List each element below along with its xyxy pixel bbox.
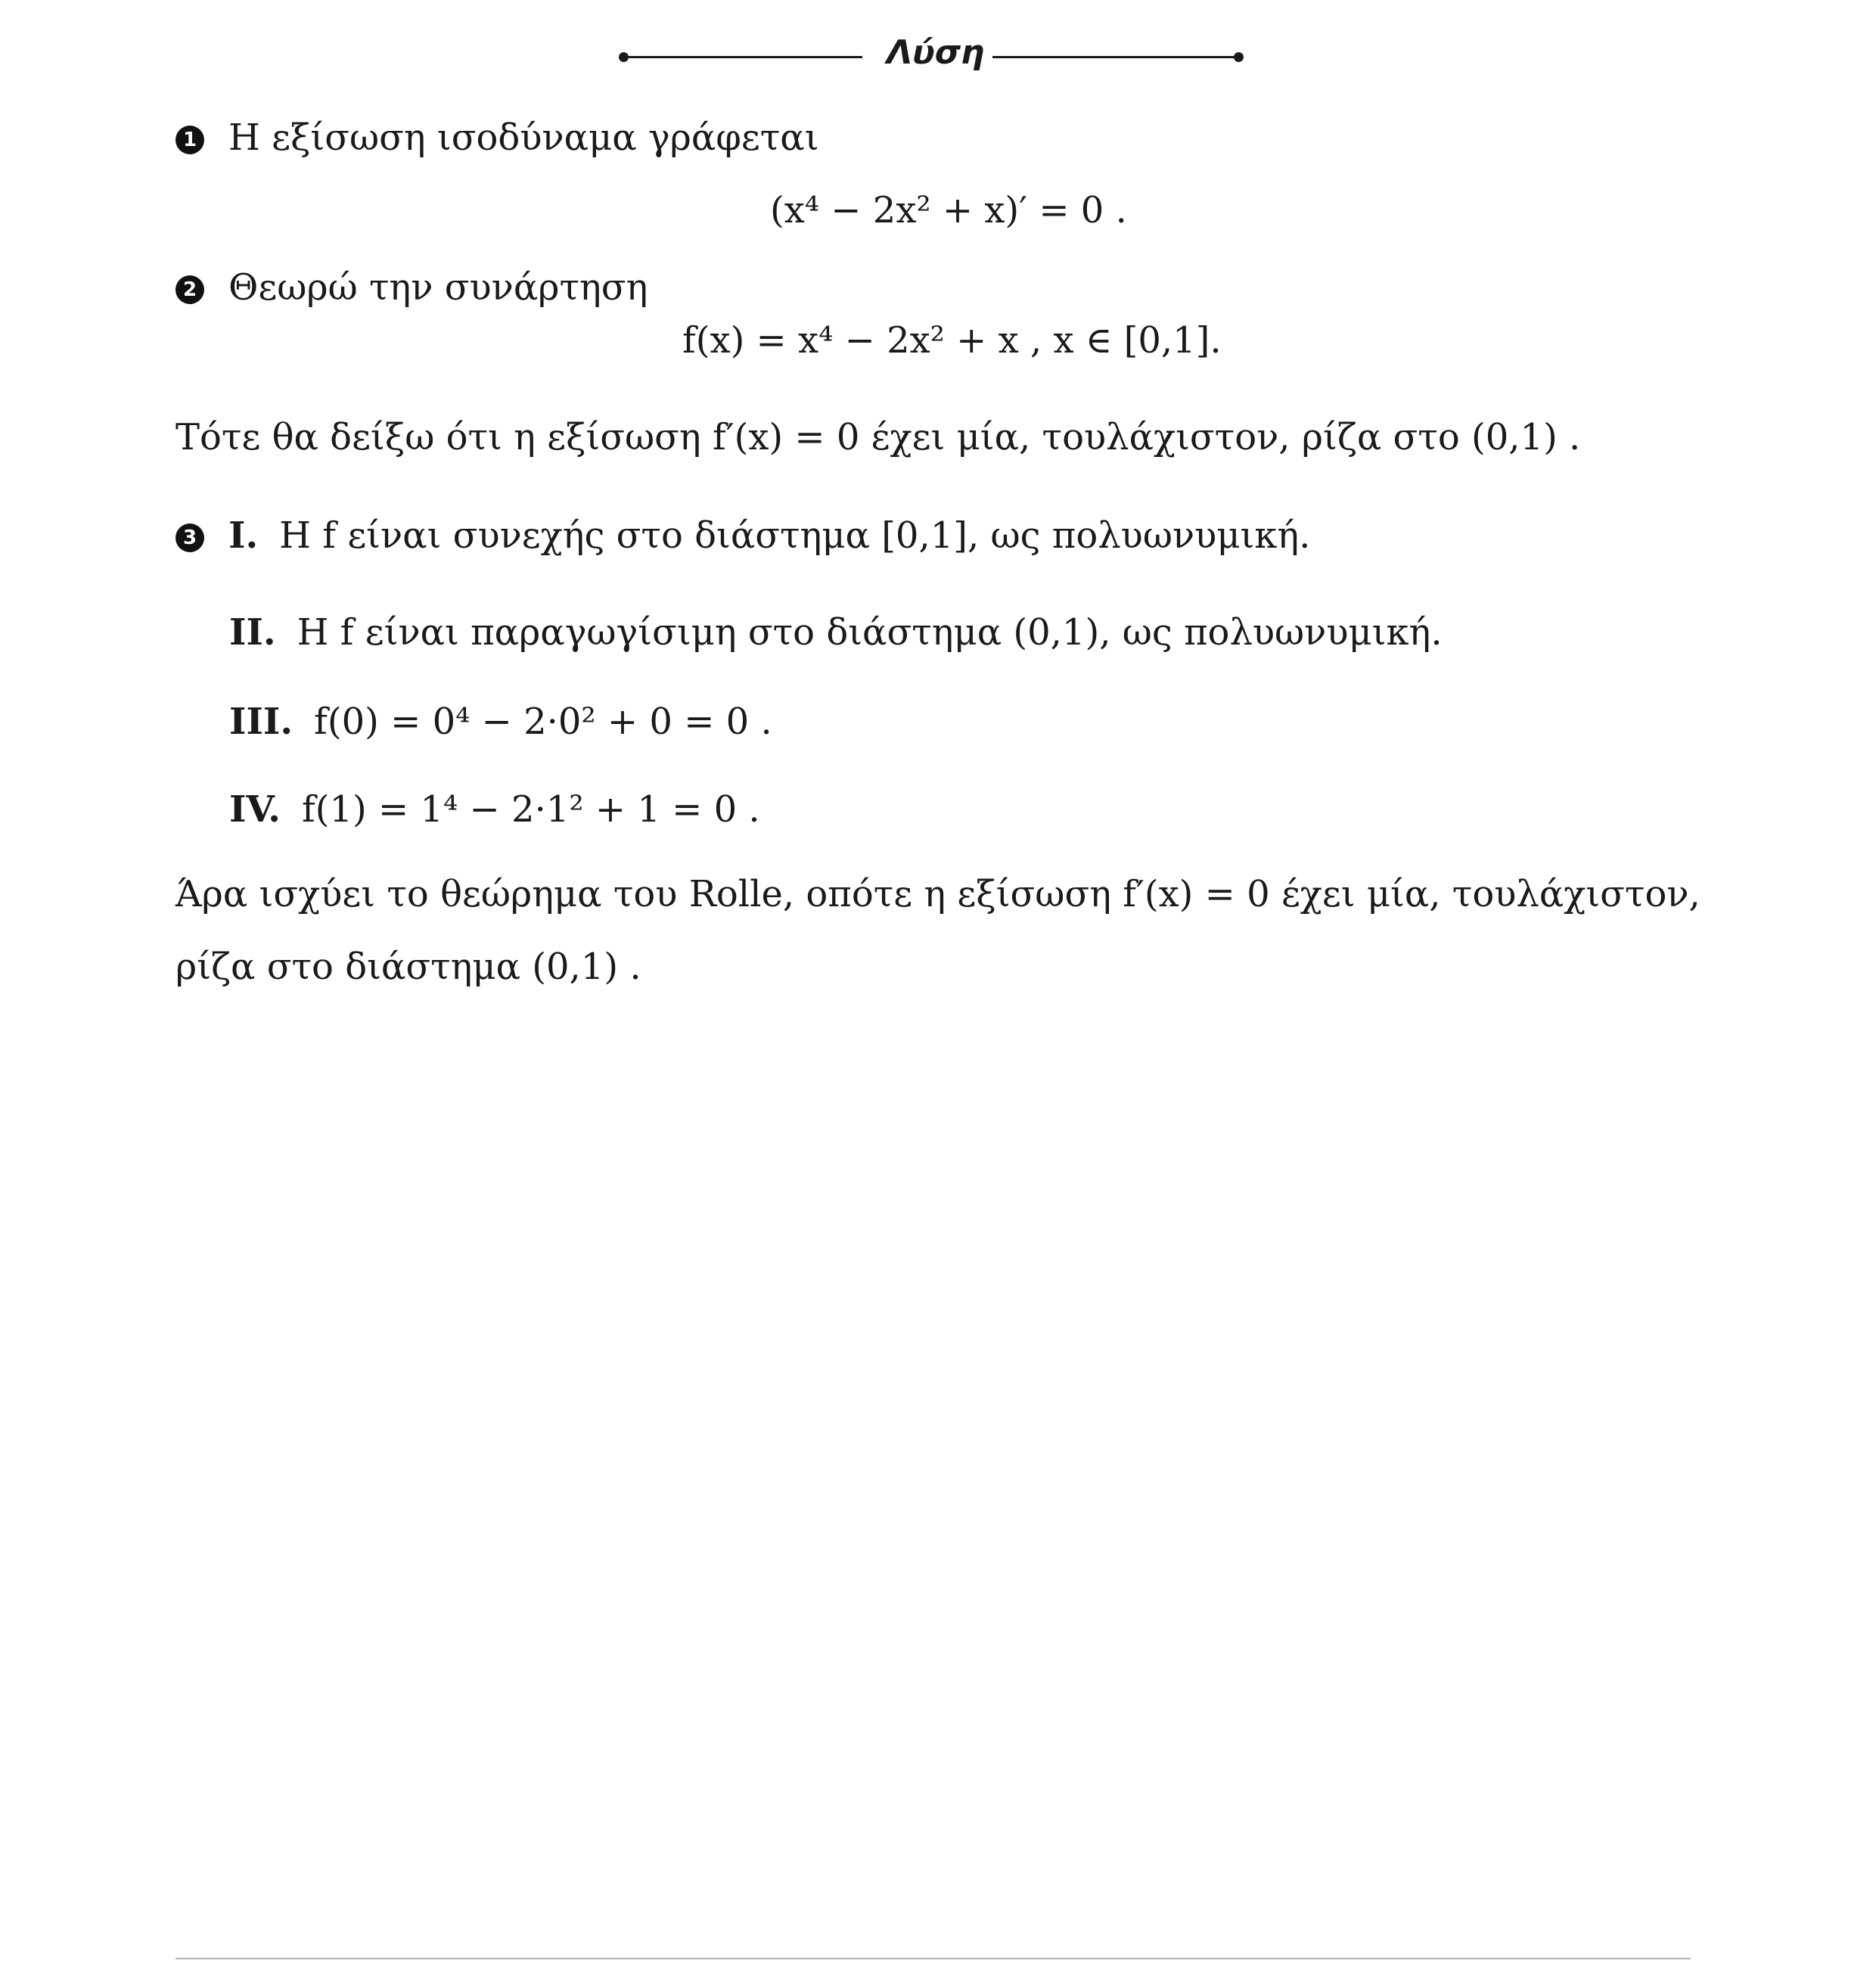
- step-2-text: Θεωρώ την συνάρτηση: [228, 266, 648, 309]
- conclusion-line-2: ρίζα στο διάστημα (0,1) .: [175, 946, 641, 988]
- item-label: I.: [228, 514, 259, 557]
- step-marker-2: 2: [175, 275, 204, 304]
- step-marker-3: 3: [175, 523, 204, 552]
- equation-2: f(x) = x⁴ − 2x² + x , x ∈ [0,1].: [682, 319, 1222, 362]
- heading-rule-left: [622, 56, 862, 58]
- heading-dot-right: [1234, 52, 1244, 62]
- step-2: [175, 265, 648, 310]
- item-text: Η f είναι παραγωγίσιμη στο διάστημα (0,1), ως πολυωνυμική.: [297, 611, 1443, 654]
- claim-text: Τότε θα δείξω ότι η εξίσωση f′(x) = 0 έχει μία, τουλάχιστον, ρίζα στο (0,1) .: [175, 416, 1581, 458]
- item-text: f(1) = 1⁴ − 2·1² + 1 = 0 .: [302, 788, 760, 831]
- conclusion-line-1: Άρα ισχύει το θεώρημα του Rolle, οπότε η εξίσωση f′(x) = 0 έχει μία, τουλάχιστον,: [175, 873, 1701, 915]
- item-text: Η f είναι συνεχής στο διάστημα [0,1], ως πολυωνυμική.: [279, 514, 1311, 557]
- step-3-item-3: [229, 699, 772, 744]
- step-3-item-1: [175, 513, 1310, 558]
- heading-rule-right: [992, 56, 1241, 58]
- step-3-item-4: [229, 787, 760, 832]
- heading-dot-left: [619, 52, 629, 62]
- step-1: [175, 115, 819, 160]
- equation-1: (x⁴ − 2x² + x)′ = 0 .: [770, 189, 1127, 231]
- solution-heading: [622, 33, 1241, 79]
- item-label: III.: [229, 701, 294, 743]
- step-3-item-2: [229, 610, 1443, 655]
- footer-rule: [175, 1958, 1691, 1959]
- heading-title: Λύση: [887, 33, 985, 72]
- step-1-text: Η εξίσωση ισοδύναμα γράφεται: [228, 117, 819, 159]
- item-text: f(0) = 0⁴ − 2·0² + 0 = 0 .: [314, 701, 772, 743]
- item-label: IV.: [229, 788, 281, 831]
- item-label: II.: [229, 611, 276, 654]
- step-marker-1: 1: [175, 126, 204, 154]
